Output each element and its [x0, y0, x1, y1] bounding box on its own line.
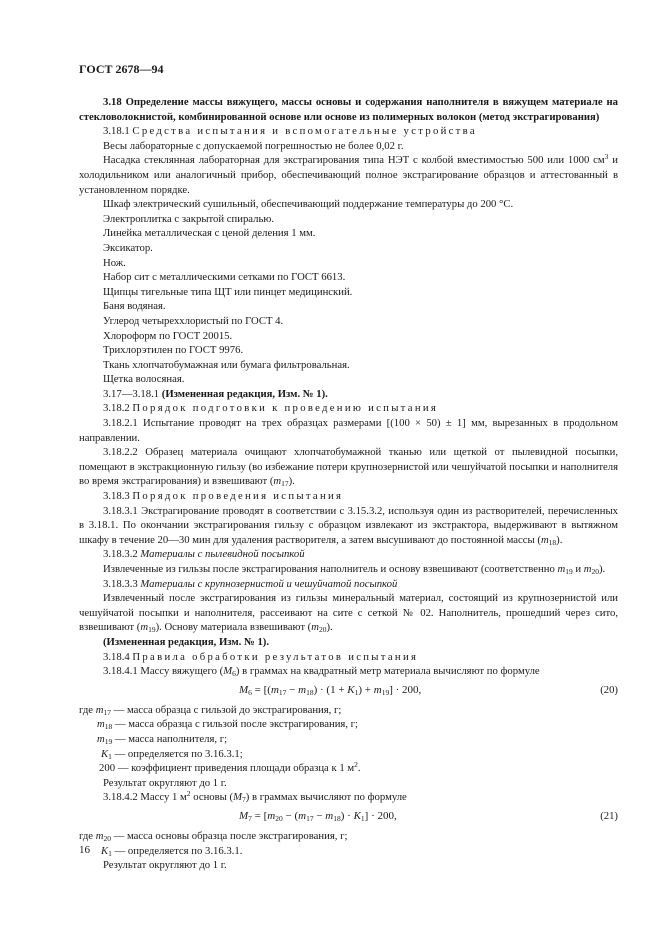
paragraph: Извлеченные из гильзы после экстрагирования наполнитель и основу взвешивают (соответственно $m_{19}$ и $m_{20}$). [103, 563, 606, 576]
rounding-note: Результат округляют до 1 г. [103, 776, 227, 789]
where-list-20 [79, 703, 618, 776]
amendment-note: (Измененная редакция, Изм. № 1). [103, 635, 270, 648]
where-item: где $m_{20}$ — масса основы образца после экстрагирования, г; [79, 829, 348, 843]
formula-number: (21) [600, 809, 618, 822]
paragraph: Извлеченный после экстрагирования из гильзы минеральный материал, состоящий из крупнозернистой или чешуйчатой посыпки и наполнителя, рассеивают на сите с сеткой № 02. Наполнитель, прошедший через сито, взвешивают $(m_{19})$. Основу материала взвешивают $(m_{20})$. [79, 592, 618, 635]
section-title: 3.18 Определение массы вяжущего, массы основы и содержания наполнителя в вяжущем материале на стекловолокнистой, комбинированной основе или основе из полимерных волокон (метод экстрагирования) [79, 96, 618, 123]
equipment-item: Эксикатор. [103, 241, 153, 254]
paragraph: 3.18.4.2 Массу 1 $м^2$ основы $(M_7)$ в граммах вычисляют по формуле [103, 789, 407, 805]
formula-number: (20) [600, 683, 618, 696]
where-item: где $m_{17}$ — масса образца с гильзой до экстрагирования, г; [79, 703, 342, 717]
equipment-item: Щетка волосяная. [103, 373, 185, 386]
subsection-heading: 3.18.3.2 Материалы с пылевидной посыпкой [103, 548, 305, 561]
equipment-item: Весы лабораторные с допускаемой погрешностью не более 0,02 г. [103, 139, 404, 152]
equipment-item: Хлороформ по ГОСТ 20015. [103, 329, 233, 342]
subsection-heading: 3.18.1 Средства испытания и вспомогательные устройства [103, 125, 477, 138]
where-list-21 [79, 829, 618, 858]
formula-21-expression: $M_7 = [m_{20} - (m_{17} - m_{18}) \cdot K_1] \cdot 200$, [239, 809, 397, 823]
equipment-item: Электроплитка с закрытой спиралью. [103, 212, 275, 225]
equipment-item: Нож. [103, 256, 126, 269]
equipment-item: Щипцы тигельные типа ЩТ или пинцет медицинский. [103, 285, 353, 298]
formula-21 [79, 807, 618, 827]
paragraph: 3.18.4.1 Массу вяжущего $(M_6)$ в граммах на квадратный метр материала вычисляют по формуле [103, 665, 540, 679]
subsection-heading: 3.18.3 Порядок проведения испытания [103, 490, 344, 503]
equipment-item: Трихлорэтилен по ГОСТ 9976. [103, 344, 244, 357]
formula-20-expression: $M_6 = [(m_{17} - m_{18}) \cdot (1 + K_1) + m_{19}] \cdot 200$, [239, 683, 422, 697]
rounding-note: Результат округляют до 1 г. [103, 859, 227, 872]
paragraph: 3.18.2.1 Испытание проводят на трех образцах размерами [(100 × 50) ± 1] мм, вырезанных в продольном направлении. [79, 417, 618, 444]
standard-header: ГОСТ 2678—94 [79, 62, 164, 76]
equipment-item: Насадка стеклянная лабораторная для экстрагирования типа НЭТ с колбой вместимостью 500 или 1000 $см^3$ и холодильником или аналогичный прибор, обеспечивающий полное экстрагирование образцов и аттестованный в установленном порядке. [79, 152, 618, 196]
where-item: 200 — коэффициент приведения площади образца к 1 $м^2$. [99, 760, 361, 775]
subsection-heading: 3.18.4 Правила обработки результатов испытания [103, 650, 419, 663]
formula-20 [79, 681, 618, 701]
subsection-heading: 3.18.3.3 Материалы с крупнозернистой и чешуйчатой посыпкой [103, 577, 398, 590]
where-item: $K_1$ — определяется по 3.16.3.1; [101, 747, 243, 761]
page-number: 16 [79, 844, 90, 856]
where-item: $m_{19}$ — масса наполнителя, г; [97, 732, 228, 746]
equipment-item: Углерод четыреххлористый по ГОСТ 4. [103, 314, 284, 327]
equipment-item: Набор сит с металлическими сетками по ГОСТ 6613. [103, 271, 346, 284]
equipment-item: Баня водяная. [103, 300, 166, 313]
where-item: $m_{18}$ — масса образца с гильзой после экстрагирования, г; [97, 718, 359, 732]
equipment-item: Шкаф электрический сушильный, обеспечивающий поддержание температуры до 200 °С. [103, 198, 514, 211]
amendment-note: 3.17—3.18.1 (Измененная редакция, Изм. № 1). [103, 387, 328, 400]
equipment-item: Ткань хлопчатобумажная или бумага фильтровальная. [103, 358, 350, 371]
where-item: $K_1$ — определяется по 3.16.3.1. [101, 844, 243, 858]
paragraph: 3.18.3.1 Экстрагирование проводят в соответствии с 3.15.3.2, используя один из растворителей, перечисленных в 3.18.1. По окончании экстрагирования гильзу с образцом извлекают из экстрактора, выдерживают в вытяжном шкафу в течение 20—30 мин для удаления растворителя, а затем высушивают до постоянной массы $(m_{18})$. [79, 504, 618, 547]
equipment-item: Линейка металлическая с ценой деления 1 мм. [103, 227, 316, 240]
subsection-heading: 3.18.2 Порядок подготовки к проведению испытания [103, 402, 439, 415]
paragraph: 3.18.2.2 Образец материала очищают хлопчатобумажной тканью или щеткой от пылевидной посыпки, помещают в экстракционную гильзу (во избежание потери крупнозернистой или чешуйчатой посыпки и наполнителя во время экстрагирования) и взвешивают $(m_{17})$. [79, 446, 618, 489]
document-body [79, 95, 618, 873]
